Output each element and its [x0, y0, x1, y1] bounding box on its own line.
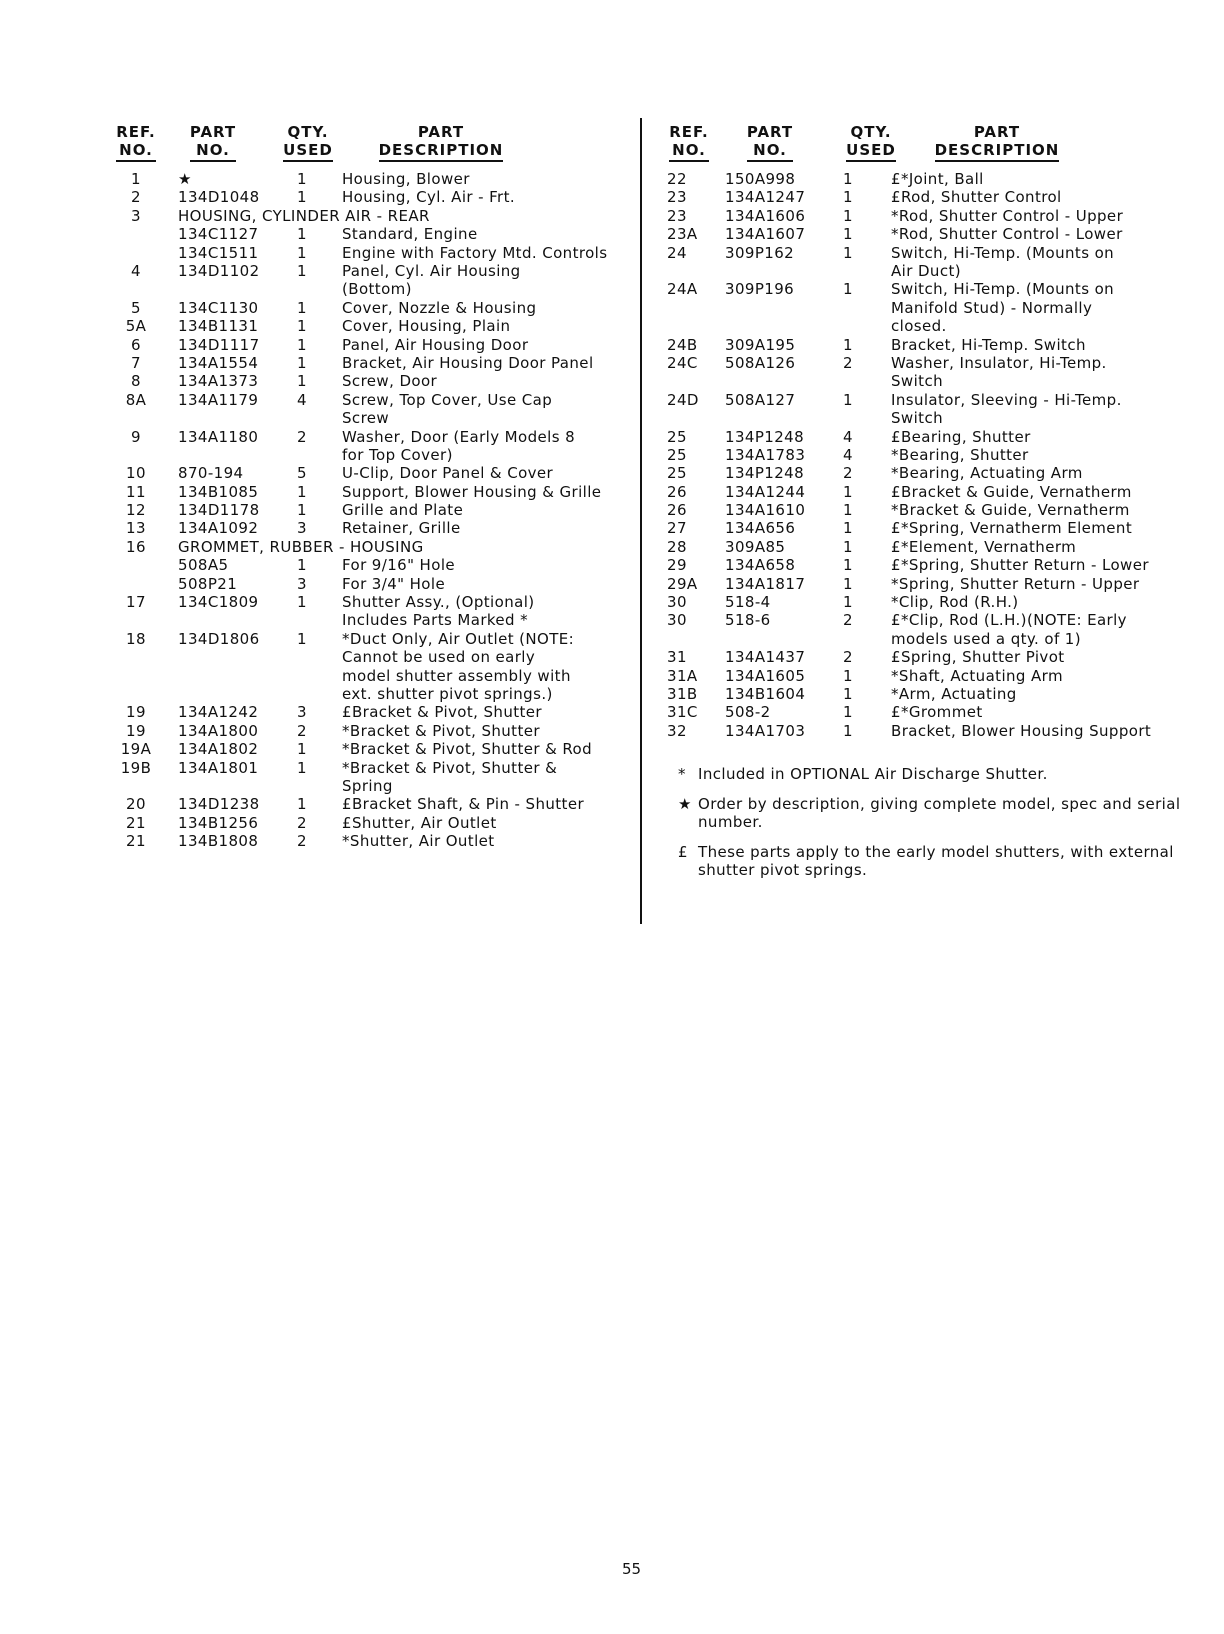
- part-no-cell: 134A1244: [725, 482, 806, 501]
- ref-no-cell: 24B: [667, 335, 698, 354]
- ref-no-cell: 26: [667, 482, 687, 501]
- ref-no-cell: 29A: [667, 574, 698, 593]
- table-row: [667, 611, 1187, 648]
- ref-no-cell: 19A: [120, 740, 152, 759]
- part-no-cell: 134A1606: [725, 206, 806, 225]
- table-row: [116, 556, 640, 574]
- ref-no-cell: 25: [667, 427, 687, 446]
- ref-no-cell: 10: [126, 464, 146, 483]
- header-part-no: PART NO.: [747, 123, 793, 162]
- table-row: [667, 722, 1187, 740]
- part-no-cell: 134C1809: [178, 593, 259, 612]
- table-row: [667, 685, 1187, 703]
- table-row: [667, 188, 1187, 206]
- description-cell: *Bracket & Pivot, Shutter & Rod: [342, 740, 593, 759]
- ref-no-cell: 29: [667, 556, 687, 575]
- description-cell: Switch, Hi-Temp. (Mounts on Air Duct): [891, 243, 1115, 280]
- footnote: [678, 795, 1198, 831]
- table-row: [667, 280, 1187, 335]
- table-row: [667, 556, 1187, 574]
- part-no-cell: 134A1801: [178, 758, 259, 777]
- ref-no-cell: 8A: [125, 390, 147, 409]
- footnote: [678, 765, 1198, 783]
- part-no-cell: 134D1806: [178, 629, 260, 648]
- part-no-cell: 134D1102: [178, 261, 260, 280]
- ref-no-cell: 13: [126, 519, 146, 538]
- ref-no-cell: 23: [667, 188, 687, 207]
- description-cell: Standard, Engine: [342, 225, 478, 244]
- qty-cell: 1: [843, 206, 853, 225]
- ref-no-cell: 30: [667, 593, 687, 612]
- ref-no-cell: 19: [126, 721, 146, 740]
- qty-cell: 2: [297, 832, 307, 851]
- description-cell: Bracket, Blower Housing Support: [891, 721, 1152, 740]
- description-cell: Housing, Blower: [342, 170, 470, 188]
- description-cell: Panel, Cyl. Air Housing (Bottom): [342, 261, 521, 299]
- part-no-cell: 134D1117: [178, 335, 260, 354]
- description-cell: *Bracket & Pivot, Shutter: [342, 721, 540, 740]
- description-cell: £*Spring, Shutter Return - Lower: [891, 556, 1149, 575]
- qty-cell: 1: [297, 353, 307, 372]
- qty-cell: 1: [297, 243, 307, 262]
- table-row: [667, 703, 1187, 721]
- table-row: [116, 207, 640, 225]
- table-row: [116, 354, 640, 372]
- ref-no-cell: 25: [667, 464, 687, 483]
- description-cell: £Spring, Shutter Pivot: [891, 648, 1065, 667]
- footnote-text: Order by description, giving complete model, spec and serial number.: [698, 795, 1181, 831]
- qty-cell: 1: [297, 298, 307, 317]
- description-cell: *Rod, Shutter Control - Lower: [891, 225, 1123, 244]
- ref-no-cell: 23A: [667, 225, 698, 244]
- parts-table-right: [667, 118, 1187, 740]
- ref-no-cell: 31: [667, 648, 687, 667]
- table-row: [667, 244, 1187, 281]
- qty-cell: 1: [843, 225, 853, 244]
- header-part-description: PART DESCRIPTION: [379, 123, 504, 162]
- description-cell: Switch, Hi-Temp. (Mounts on Manifold Stud) - Normally closed.: [891, 280, 1115, 336]
- qty-cell: 2: [297, 813, 307, 832]
- ref-no-cell: 9: [131, 427, 141, 446]
- description-cell: Screw, Top Cover, Use Cap Screw: [342, 390, 553, 428]
- table-row: [667, 354, 1187, 391]
- footnote-text: These parts apply to the early model shutters, with external shutter pivot springs.: [698, 843, 1174, 879]
- part-no-cell: 134A1607: [725, 225, 806, 244]
- description-cell: *Clip, Rod (R.H.): [891, 593, 1019, 612]
- qty-cell: 1: [843, 593, 853, 612]
- part-no-cell: 134A1802: [178, 740, 259, 759]
- qty-cell: 1: [297, 740, 307, 759]
- qty-cell: 4: [843, 445, 853, 464]
- part-no-cell: 309A195: [725, 335, 796, 354]
- table-row: [667, 519, 1187, 537]
- qty-cell: 1: [843, 335, 853, 354]
- description-cell: U-Clip, Door Panel & Cover: [342, 464, 554, 483]
- ref-no-cell: 26: [667, 501, 687, 520]
- description-cell: *Bearing, Shutter: [891, 445, 1029, 464]
- ref-no-cell: 12: [126, 501, 146, 520]
- table-row: [667, 648, 1187, 666]
- qty-cell: 1: [843, 390, 853, 409]
- ref-no-cell: 6: [131, 335, 141, 354]
- part-no-cell: 134A1092: [178, 519, 259, 538]
- description-cell: Cover, Housing, Plain: [342, 317, 511, 336]
- ref-no-cell: 7: [131, 353, 141, 372]
- description-cell: Retainer, Grille: [342, 519, 461, 538]
- table-row: [667, 464, 1187, 482]
- description-cell: *Rod, Shutter Control - Upper: [891, 206, 1124, 225]
- ref-no-cell: 25: [667, 445, 687, 464]
- description-cell: *Duct Only, Air Outlet (NOTE: Cannot be used on early model shutter assembly with ext. shutter pivot springs.): [342, 629, 575, 704]
- description-cell: £Bracket Shaft, & Pin - Shutter: [342, 795, 585, 814]
- qty-cell: 1: [843, 280, 853, 299]
- description-cell: Cover, Nozzle & Housing: [342, 298, 537, 317]
- table-row: [667, 593, 1187, 611]
- table-header: [667, 118, 1187, 170]
- part-no-cell: 134A1605: [725, 666, 806, 685]
- section-heading: HOUSING, CYLINDER AIR - REAR: [178, 206, 430, 225]
- description-cell: Housing, Cyl. Air - Frt.: [342, 188, 516, 207]
- table-row: [116, 464, 640, 482]
- table-row: [667, 538, 1187, 556]
- table-row: [667, 225, 1187, 243]
- part-no-cell: 134D1048: [178, 188, 260, 207]
- ref-no-cell: 23: [667, 206, 687, 225]
- table-row: [667, 391, 1187, 428]
- description-cell: Insulator, Sleeving - Hi-Temp. Switch: [891, 390, 1122, 428]
- table-row: [116, 336, 640, 354]
- qty-cell: 1: [297, 501, 307, 520]
- table-row: [667, 428, 1187, 446]
- ref-no-cell: 1: [131, 170, 141, 188]
- description-cell: *Shaft, Actuating Arm: [891, 666, 1064, 685]
- ref-no-cell: 8: [131, 372, 141, 391]
- part-no-cell: 134A1373: [178, 372, 259, 391]
- footnote: [678, 843, 1198, 879]
- table-row: [116, 814, 640, 832]
- part-no-cell: ★: [178, 170, 192, 188]
- table-row: [116, 722, 640, 740]
- table-row: [116, 391, 640, 428]
- description-cell: *Shutter, Air Outlet: [342, 832, 495, 851]
- table-row: [667, 575, 1187, 593]
- qty-cell: 1: [843, 482, 853, 501]
- description-cell: £*Joint, Ball: [891, 170, 984, 188]
- part-no-cell: 518-6: [725, 611, 771, 630]
- table-row: [667, 207, 1187, 225]
- table-row: [667, 667, 1187, 685]
- part-no-cell: 134B1808: [178, 832, 259, 851]
- table-row: [116, 519, 640, 537]
- qty-cell: 1: [297, 225, 307, 244]
- header-ref-no: REF. NO.: [116, 123, 156, 162]
- table-row: [116, 630, 640, 704]
- description-cell: Shutter Assy., (Optional) Includes Parts Marked *: [342, 593, 535, 630]
- part-no-cell: 134A1783: [725, 445, 806, 464]
- part-no-cell: 134A658: [725, 556, 796, 575]
- description-cell: £*Grommet: [891, 703, 983, 722]
- description-cell: Screw, Door: [342, 372, 438, 391]
- part-no-cell: 134A1610: [725, 501, 806, 520]
- qty-cell: 2: [843, 353, 853, 372]
- description-cell: Bracket, Air Housing Door Panel: [342, 353, 594, 372]
- part-no-cell: 134C1130: [178, 298, 259, 317]
- part-no-cell: 134B1085: [178, 482, 259, 501]
- table-row: [667, 170, 1187, 188]
- part-no-cell: 134A1180: [178, 427, 259, 446]
- description-cell: Bracket, Hi-Temp. Switch: [891, 335, 1086, 354]
- left-rows: [116, 170, 640, 851]
- footnote-symbol: *: [678, 765, 686, 783]
- description-cell: Support, Blower Housing & Grille: [342, 482, 602, 501]
- description-cell: *Bracket & Guide, Vernatherm: [891, 501, 1130, 520]
- qty-cell: 3: [297, 703, 307, 722]
- part-no-cell: 870-194: [178, 464, 244, 483]
- qty-cell: 4: [297, 390, 307, 409]
- footnote-symbol: ★: [678, 795, 692, 813]
- description-cell: Engine with Factory Mtd. Controls: [342, 243, 608, 262]
- part-no-cell: 134A1437: [725, 648, 806, 667]
- table-row: [116, 759, 640, 796]
- part-no-cell: 134A1247: [725, 188, 806, 207]
- part-no-cell: 309A85: [725, 537, 786, 556]
- table-row: [116, 832, 640, 850]
- header-qty-used: QTY. USED: [283, 123, 333, 162]
- parts-table-left: [116, 118, 640, 851]
- description-cell: £Shutter, Air Outlet: [342, 813, 497, 832]
- qty-cell: 2: [297, 721, 307, 740]
- part-no-cell: 309P162: [725, 243, 795, 262]
- description-cell: £*Clip, Rod (L.H.)(NOTE: Early models used a qty. of 1): [891, 611, 1127, 648]
- part-no-cell: 134B1604: [725, 685, 806, 704]
- part-no-cell: 134A1800: [178, 721, 259, 740]
- qty-cell: 1: [843, 685, 853, 704]
- ref-no-cell: 30: [667, 611, 687, 630]
- qty-cell: 1: [297, 795, 307, 814]
- description-cell: For 9/16" Hole: [342, 556, 456, 575]
- ref-no-cell: 4: [131, 261, 141, 280]
- ref-no-cell: 20: [126, 795, 146, 814]
- part-no-cell: 150A998: [725, 170, 796, 188]
- qty-cell: 2: [297, 427, 307, 446]
- qty-cell: 1: [297, 556, 307, 575]
- table-row: [667, 483, 1187, 501]
- table-header: [116, 118, 640, 170]
- description-cell: Washer, Insulator, Hi-Temp. Switch: [891, 353, 1107, 391]
- table-row: [667, 336, 1187, 354]
- qty-cell: 2: [843, 648, 853, 667]
- table-row: [116, 188, 640, 206]
- ref-no-cell: 19: [126, 703, 146, 722]
- description-cell: £*Element, Vernatherm: [891, 537, 1077, 556]
- qty-cell: 1: [297, 758, 307, 777]
- table-row: [116, 428, 640, 465]
- description-cell: £Bracket & Guide, Vernatherm: [891, 482, 1132, 501]
- part-no-cell: 134B1131: [178, 317, 259, 336]
- description-cell: £Bearing, Shutter: [891, 427, 1031, 446]
- table-row: [116, 372, 640, 390]
- qty-cell: 1: [843, 556, 853, 575]
- qty-cell: 1: [297, 593, 307, 612]
- part-no-cell: 134P1248: [725, 427, 805, 446]
- right-rows: [667, 170, 1187, 740]
- ref-no-cell: 19B: [120, 758, 152, 777]
- ref-no-cell: 31B: [667, 685, 698, 704]
- qty-cell: 1: [297, 188, 307, 207]
- ref-no-cell: 32: [667, 721, 687, 740]
- part-no-cell: 508A126: [725, 353, 796, 372]
- qty-cell: 4: [843, 427, 853, 446]
- qty-cell: 1: [297, 482, 307, 501]
- qty-cell: 1: [297, 629, 307, 648]
- ref-no-cell: 24D: [667, 390, 699, 409]
- header-part-no: PART NO.: [190, 123, 236, 162]
- description-cell: *Bracket & Pivot, Shutter & Spring: [342, 758, 558, 795]
- qty-cell: 1: [297, 335, 307, 354]
- part-no-cell: 134D1238: [178, 795, 260, 814]
- table-row: [116, 575, 640, 593]
- table-row: [116, 501, 640, 519]
- part-no-cell: 508P21: [178, 574, 238, 593]
- ref-no-cell: 11: [126, 482, 146, 501]
- footnote-symbol: £: [678, 843, 688, 861]
- ref-no-cell: 18: [126, 629, 146, 648]
- qty-cell: 1: [297, 170, 307, 188]
- table-row: [116, 299, 640, 317]
- part-no-cell: 134C1511: [178, 243, 259, 262]
- table-row: [116, 740, 640, 758]
- ref-no-cell: 24C: [667, 353, 698, 372]
- description-cell: £*Spring, Vernatherm Element: [891, 519, 1133, 538]
- qty-cell: 5: [297, 464, 307, 483]
- ref-no-cell: 17: [126, 593, 146, 612]
- description-cell: *Spring, Shutter Return - Upper: [891, 574, 1140, 593]
- description-cell: Grille and Plate: [342, 501, 464, 520]
- description-cell: For 3/4" Hole: [342, 574, 446, 593]
- part-no-cell: 134A656: [725, 519, 796, 538]
- qty-cell: 3: [297, 519, 307, 538]
- part-no-cell: 134B1256: [178, 813, 259, 832]
- ref-no-cell: 3: [131, 206, 141, 225]
- qty-cell: 1: [843, 170, 853, 188]
- part-no-cell: 134A1817: [725, 574, 806, 593]
- part-no-cell: 508-2: [725, 703, 771, 722]
- qty-cell: 1: [843, 519, 853, 538]
- qty-cell: 1: [843, 537, 853, 556]
- part-no-cell: 518-4: [725, 593, 771, 612]
- ref-no-cell: 22: [667, 170, 687, 188]
- table-row: [116, 593, 640, 630]
- table-row: [116, 170, 640, 188]
- part-no-cell: 134A1554: [178, 353, 259, 372]
- table-row: [116, 538, 640, 556]
- part-no-cell: 134D1178: [178, 501, 260, 520]
- ref-no-cell: 5A: [125, 317, 147, 336]
- table-row: [116, 262, 640, 299]
- section-heading: GROMMET, RUBBER - HOUSING: [178, 537, 424, 556]
- qty-cell: 1: [843, 243, 853, 262]
- part-no-cell: 134A1703: [725, 721, 806, 740]
- ref-no-cell: 5: [131, 298, 141, 317]
- qty-cell: 3: [297, 574, 307, 593]
- qty-cell: 1: [843, 574, 853, 593]
- table-row: [116, 703, 640, 721]
- qty-cell: 1: [843, 501, 853, 520]
- ref-no-cell: 21: [126, 832, 146, 851]
- description-cell: £Bracket & Pivot, Shutter: [342, 703, 542, 722]
- table-row: [116, 795, 640, 813]
- ref-no-cell: 31A: [667, 666, 698, 685]
- part-no-cell: 134A1179: [178, 390, 259, 409]
- header-ref-no: REF. NO.: [669, 123, 709, 162]
- header-part-description: PART DESCRIPTION: [935, 123, 1060, 162]
- ref-no-cell: 16: [126, 537, 146, 556]
- description-cell: Panel, Air Housing Door: [342, 335, 529, 354]
- page-number: 55: [622, 1560, 642, 1578]
- part-no-cell: 309P196: [725, 280, 795, 299]
- qty-cell: 2: [843, 464, 853, 483]
- ref-no-cell: 27: [667, 519, 687, 538]
- part-no-cell: 508A127: [725, 390, 796, 409]
- qty-cell: 1: [297, 372, 307, 391]
- qty-cell: 1: [297, 261, 307, 280]
- part-no-cell: 134A1242: [178, 703, 259, 722]
- qty-cell: 1: [843, 666, 853, 685]
- qty-cell: 1: [297, 317, 307, 336]
- ref-no-cell: 2: [131, 188, 141, 207]
- ref-no-cell: 24: [667, 243, 687, 262]
- description-cell: *Arm, Actuating: [891, 685, 1017, 704]
- part-no-cell: 134P1248: [725, 464, 805, 483]
- qty-cell: 1: [843, 703, 853, 722]
- part-no-cell: 508A5: [178, 556, 229, 575]
- part-no-cell: 134C1127: [178, 225, 259, 244]
- table-row: [116, 244, 640, 262]
- footnotes: [678, 765, 1198, 891]
- qty-cell: 1: [843, 188, 853, 207]
- description-cell: £Rod, Shutter Control: [891, 188, 1062, 207]
- qty-cell: 1: [843, 721, 853, 740]
- table-row: [667, 501, 1187, 519]
- description-cell: Washer, Door (Early Models 8 for Top Cover): [342, 427, 576, 464]
- description-cell: *Bearing, Actuating Arm: [891, 464, 1083, 483]
- table-row: [116, 225, 640, 243]
- footnote-text: Included in OPTIONAL Air Discharge Shutter.: [698, 765, 1048, 783]
- table-row: [116, 483, 640, 501]
- header-qty-used: QTY. USED: [846, 123, 896, 162]
- ref-no-cell: 28: [667, 537, 687, 556]
- ref-no-cell: 21: [126, 813, 146, 832]
- table-row: [116, 317, 640, 335]
- ref-no-cell: 24A: [667, 280, 698, 299]
- table-row: [667, 446, 1187, 464]
- ref-no-cell: 31C: [667, 703, 698, 722]
- qty-cell: 2: [843, 611, 853, 630]
